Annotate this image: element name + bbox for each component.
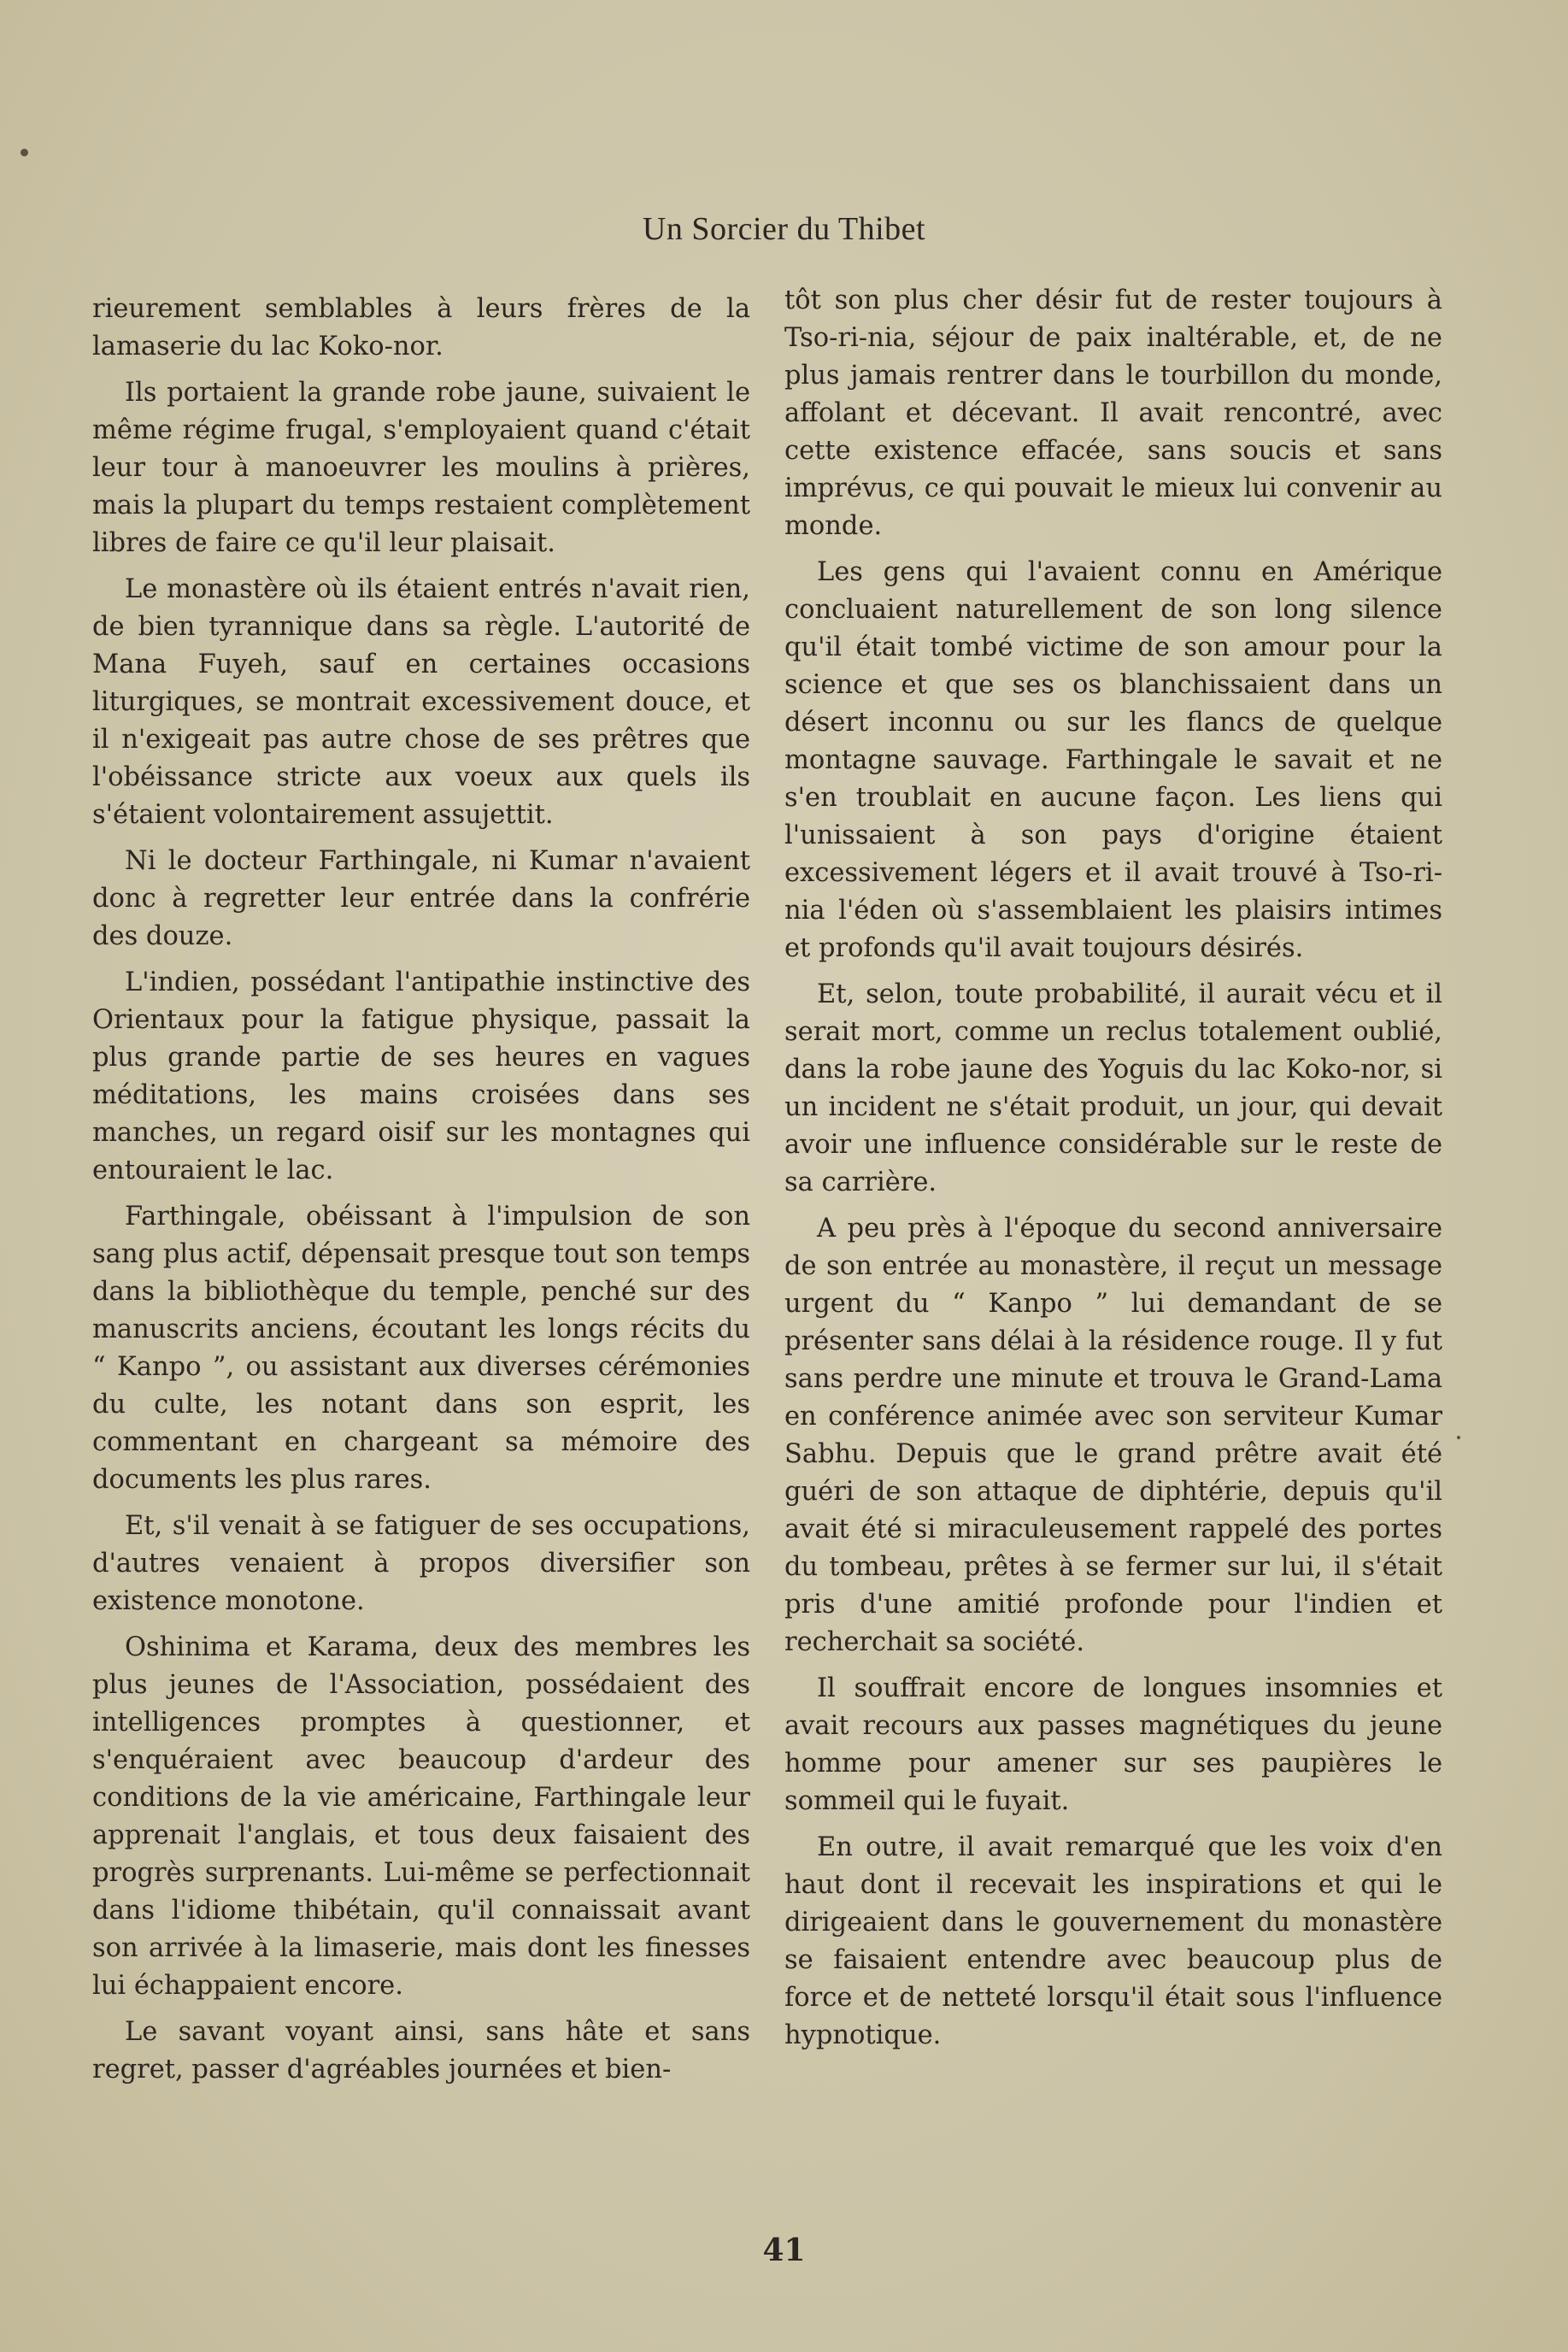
paper-speck bbox=[1457, 1436, 1460, 1439]
paragraph: Et, selon, toute probabilité, il aurait vécu et il serait mort, comme un reclus totalement oublié, dans la robe jaune des Yoguis du lac Koko-nor, si un incident ne s'était produit, un jour, qui devait avoir une influence considérable sur le reste de sa carrière. bbox=[784, 979, 1442, 1197]
paragraph: A peu près à l'époque du second anniversaire de son entrée au monastère, il reçut un message urgent du “ Kanpo ” lui demandant de se présenter sans délai à la résidence rouge. Il y fut sans perdre une minute et trouva le Grand-Lama en conférence animée avec son serviteur Kumar Sabhu. Depuis que le grand prêtre avait été guéri de son attaque de diphtérie, depuis qu'il avait été si miraculeusement rappelé des portes du tombeau, prêtes à se fermer sur lui, il s'était pris d'une amitié profonde pour l'indien et recherchait sa société. bbox=[784, 1214, 1442, 1657]
right-column bbox=[784, 282, 1442, 2063]
paragraph: Farthingale, obéissant à l'impulsion de son sang plus actif, dépensait presque tout son temps dans la bibliothèque du temple, penché sur des manuscrits anciens, écoutant les longs récits du “ Kanpo ”, ou assistant aux diverses cérémonies du culte, les notant dans son esprit, les commentant en chargeant sa mémoire des documents les plus rares. bbox=[92, 1202, 750, 1495]
page-number: 41 bbox=[762, 2232, 806, 2268]
paragraph: Les gens qui l'avaient connu en Amérique concluaient naturellement de son long silence qu'il était tombé victime de son amour pour la science et que ses os blanchissaient dans un désert inconnu ou sur les flancs de quelque montagne sauvage. Farthingale le savait et ne s'en troublait en aucune façon. Les liens qui l'unissaient à son pays d'origine étaient excessivement légers et il avait trouvé à Tso-ri-nia l'éden où s'assemblaient les plaisirs intimes et profonds qu'il avait toujours désirés. bbox=[784, 557, 1442, 963]
paragraph: Le savant voyant ainsi, sans hâte et sans regret, passer d'agréables journées et bien- bbox=[92, 2017, 750, 2084]
paragraph: Ils portaient la grande robe jaune, suivaient le même régime frugal, s'employaient quand c'était leur tour à manoeuvrer les moulins à prières, mais la plupart du temps restaient complètement libres de faire ce qu'il leur plaisait. bbox=[92, 378, 750, 558]
paper-speck bbox=[21, 149, 28, 156]
paragraph: tôt son plus cher désir fut de rester toujours à Tso-ri-nia, séjour de paix inaltérable, et, de ne plus jamais rentrer dans le tourbillon du monde, affolant et décevant. Il avait rencontré, avec cette existence effacée, sans soucis et sans imprévus, ce qui pouvait le mieux lui convenir au monde. bbox=[784, 285, 1442, 541]
left-column bbox=[92, 291, 750, 2097]
running-title: Un Sorcier du Thibet bbox=[642, 211, 926, 247]
paragraph: Ni le docteur Farthingale, ni Kumar n'avaient donc à regretter leur entrée dans la confrérie des douze. bbox=[92, 846, 750, 951]
paragraph: Il souffrait encore de longues insomnies et avait recours aux passes magnétiques du jeune homme pour amener sur ses paupières le sommeil qui le fuyait. bbox=[784, 1673, 1442, 1816]
paragraph: L'indien, possédant l'antipathie instinctive des Orientaux pour la fatigue physique, passait la plus grande partie de ses heures en vagues méditations, les mains croisées dans ses manches, un regard oisif sur les montagnes qui entouraient le lac. bbox=[92, 967, 750, 1185]
paragraph: rieurement semblables à leurs frères de la lamaserie du lac Koko-nor. bbox=[92, 294, 750, 362]
paragraph: En outre, il avait remarqué que les voix d'en haut dont il recevait les inspirations et qui le dirigeaient dans le gouvernement du monastère se faisaient entendre avec beaucoup plus de force et de netteté lorsqu'il était sous l'influence hypnotique. bbox=[784, 1832, 1442, 2050]
paragraph: Le monastère où ils étaient entrés n'avait rien, de bien tyrannique dans sa règle. L'autorité de Mana Fuyeh, sauf en certaines occasions liturgiques, se montrait excessivement douce, et il n'exigeait pas autre chose de ses prêtres que l'obéissance stricte aux voeux aux quels ils s'étaient volontairement assujettit. bbox=[92, 574, 750, 830]
paragraph: Et, s'il venait à se fatiguer de ses occupations, d'autres venaient à propos diversifier son existence monotone. bbox=[92, 1511, 750, 1616]
paragraph: Oshinima et Karama, deux des membres les plus jeunes de l'Association, possédaient des intelligences promptes à questionner, et s'enquéraient avec beaucoup d'ardeur des conditions de la vie américaine, Farthingale leur apprenait l'anglais, et tous deux faisaient des progrès surprenants. Lui-même se perfectionnait dans l'idiome thibétain, qu'il connaissait avant son arrivée à la limaserie, mais dont les finesses lui échappaient encore. bbox=[92, 1632, 750, 2001]
